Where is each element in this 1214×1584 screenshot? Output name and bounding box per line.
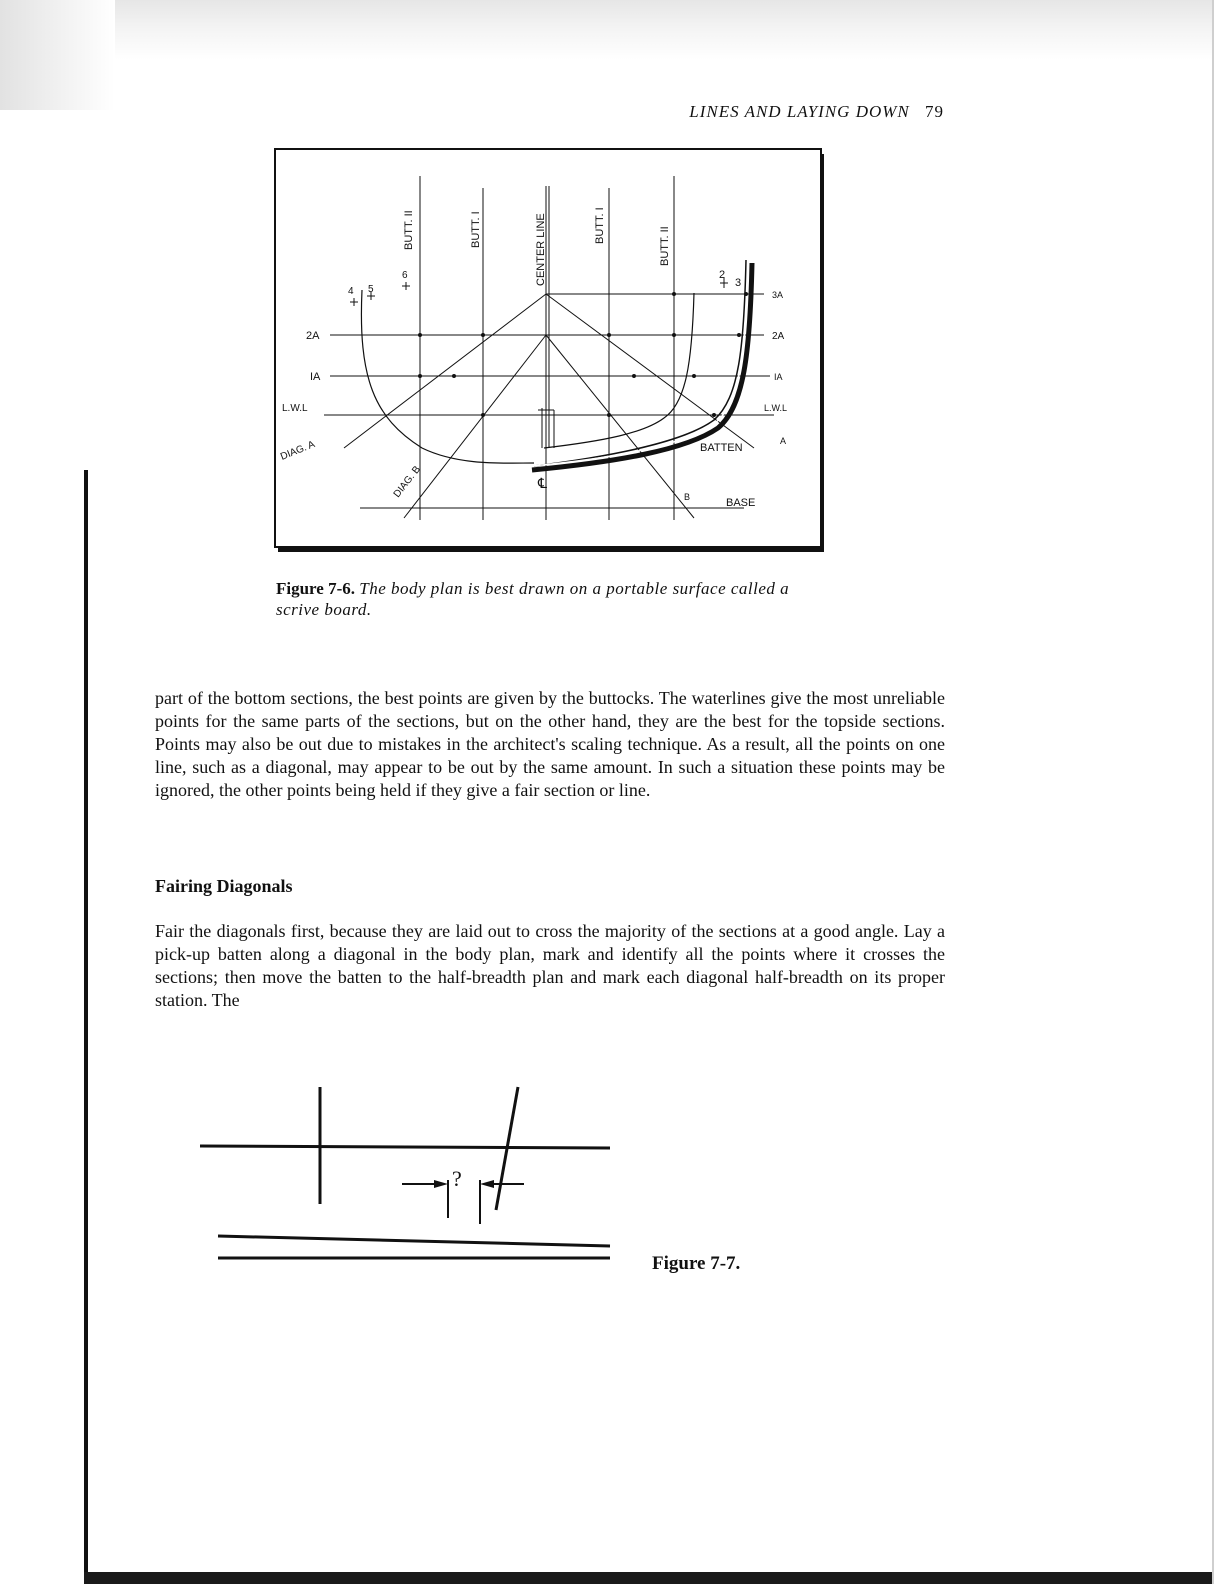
label-a-end: A	[780, 436, 787, 446]
station-ticks	[350, 278, 728, 448]
figure-7-7-caption: Figure 7-7.	[652, 1253, 741, 1274]
label-1a-right: IA	[774, 372, 783, 382]
running-head	[689, 102, 944, 122]
station-6: 6	[402, 270, 408, 281]
station-5: 5	[368, 284, 374, 295]
figure-7-6-caption-label: Figure 7-6.	[276, 579, 356, 598]
section-heading: Fairing Diagonals	[155, 876, 293, 896]
figure-7-6-caption-text: The body plan is best drawn on a portable surface called a scrive board.	[276, 579, 790, 619]
running-head-title: LINES AND LAYING DOWN	[689, 102, 910, 121]
label-3a-right: 3A	[772, 290, 784, 300]
label-2a-right: 2A	[772, 331, 785, 342]
label-diag-b: DIAG. B	[391, 464, 423, 500]
label-2a-left: 2A	[306, 330, 320, 342]
station-3: 3	[735, 277, 742, 289]
label-center-line: CENTER LINE	[535, 213, 547, 286]
paragraph-1: part of the bottom sections, the best points are given by the buttocks. The waterlines give the most unreliable points for the same parts of the sections, but on the other hand, they are the best for the topside sections. Points may also be out due to mistakes in the architect's scaling technique. As a result, all the points on one line, such as a diagonal, may appear to be out by the same amount. In such a situation these points may be ignored, the other points being held if they give a fair section or line.	[155, 688, 945, 800]
scan-shadow-top	[0, 0, 1214, 60]
section-curve-left	[361, 290, 534, 463]
page-number: 79	[925, 102, 944, 121]
page-left-edge	[84, 470, 88, 1584]
scrive-board-frame	[275, 149, 821, 547]
page-bottom-edge	[84, 1572, 1214, 1584]
figure-7-6-caption	[276, 578, 836, 620]
label-buttock-i-right: BUTT. I	[594, 207, 606, 244]
label-base: BASE	[726, 497, 756, 509]
station-2: 2	[719, 269, 726, 281]
label-buttock-ii-right: BUTT. II	[659, 226, 671, 266]
question-mark: ?	[452, 1166, 462, 1191]
figure-7-7-diagram	[196, 1082, 626, 1282]
station-4: 4	[348, 286, 354, 297]
label-lwl-left: L.W.L	[282, 403, 308, 414]
scan-shadow-left	[0, 0, 115, 110]
paragraph-2: Fair the diagonals first, because they are laid out to cross the majority of the sections at a good angle. Lay a pick-up batten along a diagonal in the body plan, mark and identify all the points where it crosses the sections; then move the batten to the half-breadth plan and mark each diagonal half-breadth on its proper station. The	[155, 921, 945, 1010]
fairing-points	[418, 292, 748, 417]
label-batten: BATTEN	[700, 442, 743, 454]
label-b-end: B	[684, 492, 691, 502]
label-lwl-right: L.W.L	[764, 403, 788, 413]
label-buttock-ii-left: BUTT. II	[403, 210, 415, 250]
figure-7-6-body-plan	[274, 148, 830, 556]
label-diag-a: DIAG. A	[279, 439, 317, 463]
label-1a-left: IA	[310, 371, 321, 383]
label-buttock-i-left: BUTT. I	[470, 211, 482, 248]
centerline-symbol: ℄	[538, 475, 547, 491]
